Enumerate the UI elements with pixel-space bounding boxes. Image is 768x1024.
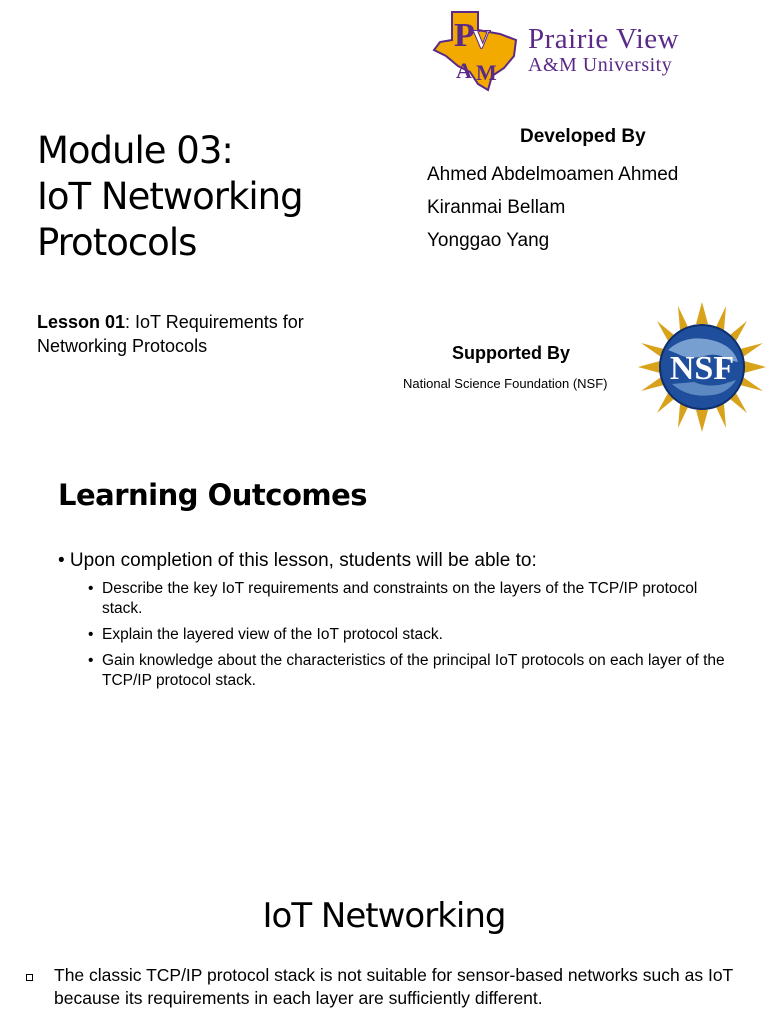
title-slide	[0, 0, 768, 440]
networking-bullet-list	[24, 964, 744, 1018]
bullet-text: The classic TCP/IP protocol stack is not suitable for sensor-based networks such as IoT because its requirements in each layer are sufficiently different.	[54, 965, 733, 1008]
learning-outcomes-slide	[0, 450, 768, 850]
list-item: • Describe the key IoT requirements and constraints on the layers of the TCP/IP protocol stack.	[88, 579, 728, 619]
module-title-line2: IoT Networking	[37, 175, 303, 218]
university-name-line1: Prairie View	[528, 23, 680, 55]
pvamu-logo	[430, 6, 730, 92]
svg-text:NSF: NSF	[669, 350, 735, 387]
pvamu-emblem-icon	[430, 6, 520, 92]
svg-text:V: V	[472, 25, 491, 54]
nsf-logo-icon	[638, 302, 766, 432]
supported-by-heading: Supported By	[452, 343, 571, 363]
university-name-line2: A&M University	[528, 54, 673, 76]
lesson-label: Lesson 01	[37, 312, 126, 332]
developer-name: Kiranmai Bellam	[427, 197, 566, 218]
svg-text:M: M	[476, 60, 497, 85]
iot-networking-title: IoT Networking	[262, 896, 506, 936]
developed-by-heading: Developed By	[520, 126, 646, 147]
outcomes-intro-bullet: • Upon completion of this lesson, students will be able to:	[58, 550, 537, 571]
developer-name: Ahmed Abdelmoamen Ahmed	[427, 164, 679, 185]
svg-text:P: P	[454, 17, 475, 54]
outcomes-list	[88, 579, 728, 697]
module-title-line1: Module 03:	[37, 129, 233, 172]
developer-name: Yonggao Yang	[427, 230, 550, 251]
list-item: • Explain the layered view of the IoT protocol stack.	[88, 625, 728, 645]
developer-list	[427, 158, 678, 257]
lesson-text: : IoT Requirements for Networking Protocols	[37, 312, 304, 356]
list-item	[24, 964, 744, 1010]
module-title-line3: Protocols	[37, 221, 197, 264]
university-name	[528, 24, 679, 76]
svg-text:A: A	[456, 58, 472, 83]
iot-networking-slide	[0, 862, 768, 1024]
square-bullet-icon	[26, 974, 33, 981]
lesson-subtitle	[37, 310, 367, 358]
list-item: • Gain knowledge about the characteristics of the principal IoT protocols on each layer of the TCP/IP protocol stack.	[88, 651, 728, 691]
learning-outcomes-title: Learning Outcomes	[58, 478, 368, 512]
module-title	[37, 128, 367, 266]
supporting-organization: National Science Foundation (NSF)	[403, 376, 608, 391]
